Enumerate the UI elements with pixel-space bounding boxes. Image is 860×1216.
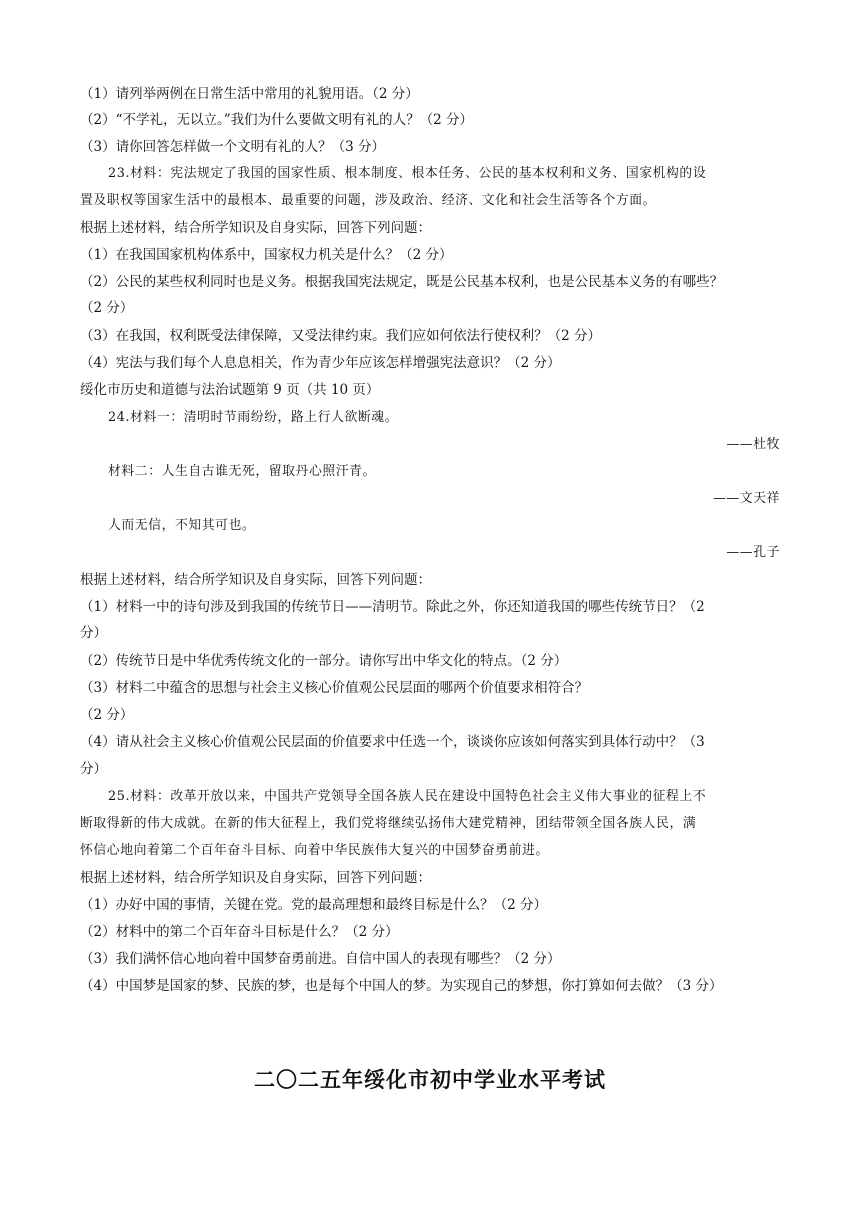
q24-material1: 24.材料一：清明时节雨纷纷，路上行人欲断魂。 xyxy=(108,410,399,425)
q24-sub4: （4）请从社会主义核心价值观公民层面的价值要求中任选一个，谈谈你应该如何落实到具体行动中？（3 xyxy=(80,734,705,750)
q23-sub4: （4）宪法与我们每个人息息相关，作为青少年应该怎样增强宪法意识？（2 分） xyxy=(80,355,561,371)
q22-sub2: （2）“不学礼，无以立。”我们为什么要做文明有礼的人？（2 分） xyxy=(80,112,474,128)
q24-sub4-score: 分） xyxy=(80,761,107,777)
q25-material-line1: 25.材料：改革开放以来，中国共产党领导全国各族人民在建设中国特色社会主义伟大事业的征程上不 xyxy=(108,789,707,804)
q24-material1-author: ——杜牧 xyxy=(726,437,780,452)
q23-material-line2: 置及职权等国家生活中的最根本、最重要的问题，涉及政治、经济、文化和社会生活等各个方面。 xyxy=(80,193,657,208)
q22-sub3: （3）请你回答怎样做一个文明有礼的人？（3 分） xyxy=(80,139,385,155)
q23-sub3: （3）在我国，权利既受法律保障，又受法律约束。我们应如何依法行使权利？（2 分） xyxy=(80,328,601,344)
q25-sub4: （4）中国梦是国家的梦、民族的梦，也是每个中国人的梦。为实现自己的梦想，你打算如何去做？（3 分） xyxy=(80,978,723,994)
exam-title: 二〇二五年绥化市初中学业水平考试 xyxy=(254,1068,606,1092)
q24-material3-author: ——孔子 xyxy=(726,545,780,560)
page-footer: 绥化市历史和道德与法治试题第 9 页（共 10 页） xyxy=(80,382,380,398)
q24-sub1: （1）材料一中的诗句涉及到我国的传统节日——清明节。除此之外，你还知道我国的哪些传统节日？（2 xyxy=(80,599,705,615)
q24-sub3-score: （2 分） xyxy=(80,707,134,723)
q24-sub3: （3）材料二中蕴含的思想与社会主义核心价值观公民层面的哪两个价值要求相符合？ xyxy=(80,680,589,696)
q25-sub2: （2）材料中的第二个百年奋斗目标是什么？（2 分） xyxy=(80,924,399,940)
q23-sub1: （1）在我国国家机构体系中，国家权力机关是什么？（2 分） xyxy=(80,247,453,263)
q24-instruction: 根据上述材料，结合所学知识及自身实际，回答下列问题： xyxy=(80,572,431,588)
q24-sub1-score: 分） xyxy=(80,625,107,641)
q25-material-line2: 断取得新的伟大成就。在新的伟大征程上，我们党将继续弘扬伟大建党精神，团结带领全国各族人民，满 xyxy=(80,816,697,831)
q25-instruction: 根据上述材料，结合所学知识及自身实际，回答下列问题： xyxy=(80,870,431,886)
q24-sub2: （2）传统节日是中华优秀传统文化的一部分。请你写出中华文化的特点。（2 分） xyxy=(80,653,568,669)
q25-material-line3: 怀信心地向着第二个百年奋斗目标、向着中华民族伟大复兴的中国梦奋勇前进。 xyxy=(80,843,549,858)
q23-material-line1: 23.材料：宪法规定了我国的国家性质、根本制度、根本任务、公民的基本权利和义务、国家机构的设 xyxy=(108,166,707,181)
q22-sub1: （1）请列举两例在日常生活中常用的礼貌用语。（2 分） xyxy=(80,86,419,102)
q24-material3: 人而无信，不知其可也。 xyxy=(108,518,256,533)
q25-sub3: （3）我们满怀信心地向着中国梦奋勇前进。自信中国人的表现有哪些？（2 分） xyxy=(80,951,561,967)
q23-sub2: （2）公民的某些权利同时也是义务。根据我国宪法规定，既是公民基本权利，也是公民基本义务的有哪些？ xyxy=(80,274,724,290)
q23-instruction: 根据上述材料，结合所学知识及自身实际，回答下列问题： xyxy=(80,220,431,236)
q25-sub1: （1）办好中国的事情，关键在党。党的最高理想和最终目标是什么？（2 分） xyxy=(80,897,547,913)
q24-material2: 材料二：人生自古谁无死，留取丹心照汗青。 xyxy=(108,464,376,479)
q23-sub2-score: （2 分） xyxy=(80,300,134,316)
q24-material2-author: ——文天祥 xyxy=(713,491,780,506)
